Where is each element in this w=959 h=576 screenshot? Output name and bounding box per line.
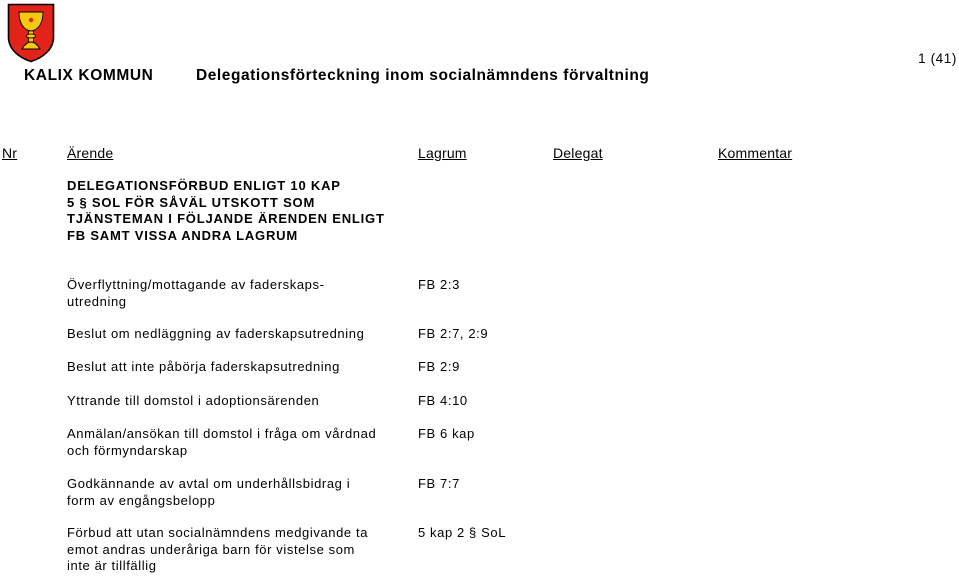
table-row-arende (67, 426, 376, 459)
column-header-arende: Ärende (67, 145, 114, 161)
table-row-lagrum: FB 7:7 (418, 476, 460, 491)
arende-line: Anmälan/ansökan till domstol i fråga om vårdnad (67, 426, 377, 441)
section-heading-line: 5 § SOL FÖR SÅVÄL UTSKOTT SOM (67, 194, 316, 210)
table-row-arende (67, 476, 350, 509)
arende-line: och förmyndarskap (67, 442, 188, 458)
table-row-arende (67, 393, 319, 410)
section-heading-line: TJÄNSTEMAN I FÖLJANDE ÄRENDEN ENLIGT (67, 211, 385, 226)
table-row-lagrum: 5 kap 2 § SoL (418, 525, 507, 540)
table-row-lagrum: FB 2:9 (418, 359, 460, 374)
column-header-nr: Nr (2, 145, 18, 161)
document-title: Delegationsförteckning inom socialnämndens förvaltning (196, 67, 650, 84)
column-header-kommentar: Kommentar (718, 145, 793, 161)
table-row-arende (67, 525, 368, 575)
table-row-lagrum: FB 4:10 (418, 393, 468, 408)
column-header-lagrum: Lagrum (418, 145, 467, 161)
section-heading-line: DELEGATIONSFÖRBUD ENLIGT 10 KAP (67, 178, 341, 193)
arende-line: Förbud att utan socialnämndens medgivande ta (67, 525, 369, 540)
table-row-lagrum: FB 2:3 (418, 277, 460, 292)
arende-line: form av engångsbelopp (67, 492, 216, 508)
table-row-lagrum: FB 6 kap (418, 426, 475, 441)
chalice-coat-of-arms-icon (7, 3, 55, 63)
arende-line: Överflyttning/mottagande av faderskaps- (67, 277, 325, 292)
table-row-arende (67, 277, 325, 310)
arende-line: utredning (67, 293, 127, 309)
page-number: 1 (41) (918, 51, 957, 66)
section-heading (67, 178, 385, 244)
arende-line: Beslut att inte påbörja faderskapsutredning (67, 359, 340, 374)
arende-line: Beslut om nedläggning av faderskapsutredning (67, 326, 365, 341)
table-row-arende (67, 359, 340, 376)
organization-name: KALIX KOMMUN (24, 67, 154, 84)
column-header-delegat: Delegat (553, 145, 603, 161)
table-row-lagrum: FB 2:7, 2:9 (418, 326, 489, 341)
section-heading-line: FB SAMT VISSA ANDRA LAGRUM (67, 227, 298, 243)
table-row-arende (67, 326, 364, 343)
arende-line: Godkännande av avtal om underhållsbidrag i (67, 476, 351, 491)
arende-line: Yttrande till domstol i adoptionsärenden (67, 393, 320, 408)
arende-line: emot andras underåriga barn för vistelse som (67, 541, 355, 557)
arende-line: inte är tillfällig (67, 558, 157, 573)
